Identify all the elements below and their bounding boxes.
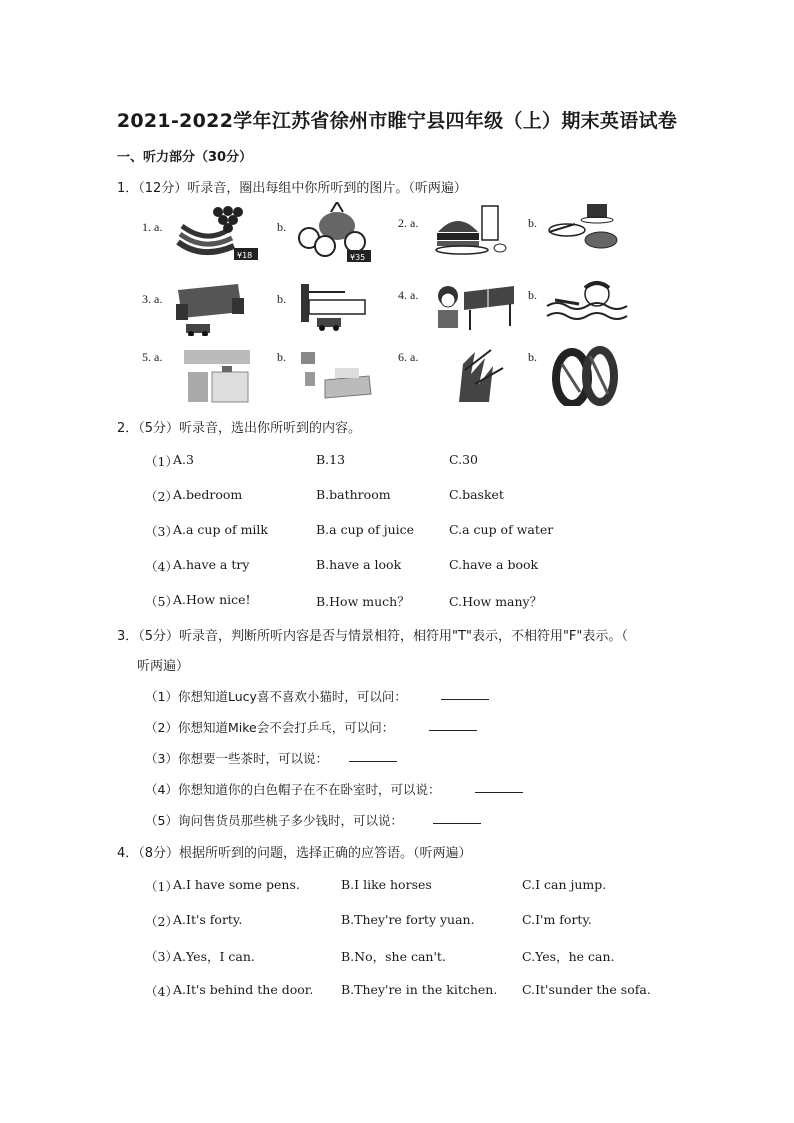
kitchen-picture[interactable] <box>182 346 254 404</box>
picture-label: b. <box>277 292 286 306</box>
option-c[interactable]: C.How many？ <box>449 594 543 609</box>
option-c[interactable]: C.I can jump. <box>522 877 607 892</box>
page-title: 2021-2022学年江苏省徐州市睢宁县四年级（上）期末英语试卷 <box>116 110 678 132</box>
question-2: 2．（5分）听录音，选出你所听到的内容。 <box>117 421 362 436</box>
sofa-car-picture[interactable] <box>172 276 252 336</box>
tea-noodles-picture[interactable] <box>545 200 625 255</box>
ping-pong-picture[interactable] <box>430 274 520 334</box>
option-a[interactable]: A.It's forty. <box>173 912 243 927</box>
option-c[interactable]: C.have a book <box>449 557 539 572</box>
option-c[interactable]: C.It'sunder the sofa. <box>522 982 651 997</box>
hamburger-milk-picture[interactable] <box>432 202 512 257</box>
picture-label: 1. a. <box>142 220 163 234</box>
option-b[interactable]: B.No，she can't. <box>341 949 446 964</box>
option-a[interactable]: A.a cup of milk <box>173 522 269 537</box>
answer-blank[interactable] <box>349 761 397 762</box>
plant-picture-a[interactable] <box>445 344 515 406</box>
picture-label: 3. a. <box>142 292 163 306</box>
bed-car-picture[interactable] <box>295 278 375 333</box>
option-c[interactable]: C.Yes，he can. <box>522 949 615 964</box>
picture-label: b. <box>528 216 537 230</box>
picture-label: 4. a. <box>398 288 419 302</box>
option-b[interactable]: B.have a look <box>316 557 402 572</box>
bananas-grapes-picture[interactable] <box>172 202 262 262</box>
section-heading: 一、听力部分（30分） <box>117 150 253 165</box>
answer-blank[interactable] <box>475 792 523 793</box>
picture-label: b. <box>277 220 286 234</box>
option-a[interactable]: A.I have some pens. <box>173 877 300 892</box>
answer-blank[interactable] <box>433 823 481 824</box>
option-a[interactable]: A.It's behind the door. <box>173 982 314 997</box>
option-b[interactable]: B.13 <box>316 452 346 467</box>
swimming-picture[interactable] <box>545 276 630 331</box>
picture-label: 5. a. <box>142 350 163 364</box>
option-a[interactable]: A.How nice! <box>173 592 251 607</box>
option-b[interactable]: B.a cup of juice <box>316 522 415 537</box>
picture-grid <box>140 200 640 405</box>
price-tag: ¥35 <box>350 253 366 262</box>
option-a[interactable]: A.bedroom <box>173 487 243 502</box>
price-tag: ¥18 <box>237 251 253 260</box>
picture-label: b. <box>528 288 537 302</box>
option-c[interactable]: C.basket <box>449 487 504 502</box>
picture-label: b. <box>528 350 537 364</box>
option-b[interactable]: B.They're in the kitchen. <box>341 982 498 997</box>
option-c[interactable]: C.30 <box>449 452 478 467</box>
picture-label: 6. a. <box>398 350 419 364</box>
answer-blank[interactable] <box>441 699 489 700</box>
question-3: 3．（5分）听录音，判断所听内容是否与情景相符，相符用"T"表示，不相符用"F"表示。（ <box>117 629 628 644</box>
option-c[interactable]: C.a cup of water <box>449 522 554 537</box>
answer-blank[interactable] <box>429 730 477 731</box>
picture-label: b. <box>277 350 286 364</box>
bedroom-picture[interactable] <box>295 346 375 404</box>
option-b[interactable]: B.They're forty yuan. <box>341 912 475 927</box>
plant-picture-b[interactable] <box>550 344 620 406</box>
option-b[interactable]: B.bathroom <box>316 487 391 502</box>
picture-label: 2. a. <box>398 216 419 230</box>
question-4: 4．（8分）根据所听到的问题，选择正确的应答语。（听两遍） <box>117 846 472 861</box>
option-b[interactable]: B.How much？ <box>316 594 410 609</box>
option-a[interactable]: A.have a try <box>173 557 250 572</box>
option-c[interactable]: C.I'm forty. <box>522 912 592 927</box>
option-a[interactable]: A.Yes，I can. <box>173 949 255 964</box>
question-1: 1．（12分）听录音，圈出每组中你所听到的图片。（听两遍） <box>117 181 467 196</box>
option-a[interactable]: A.3 <box>173 452 194 467</box>
pineapple-fruit-picture[interactable] <box>295 202 375 262</box>
option-b[interactable]: B.I like horses <box>341 877 432 892</box>
question-3-continued: 听两遍） <box>137 659 190 674</box>
